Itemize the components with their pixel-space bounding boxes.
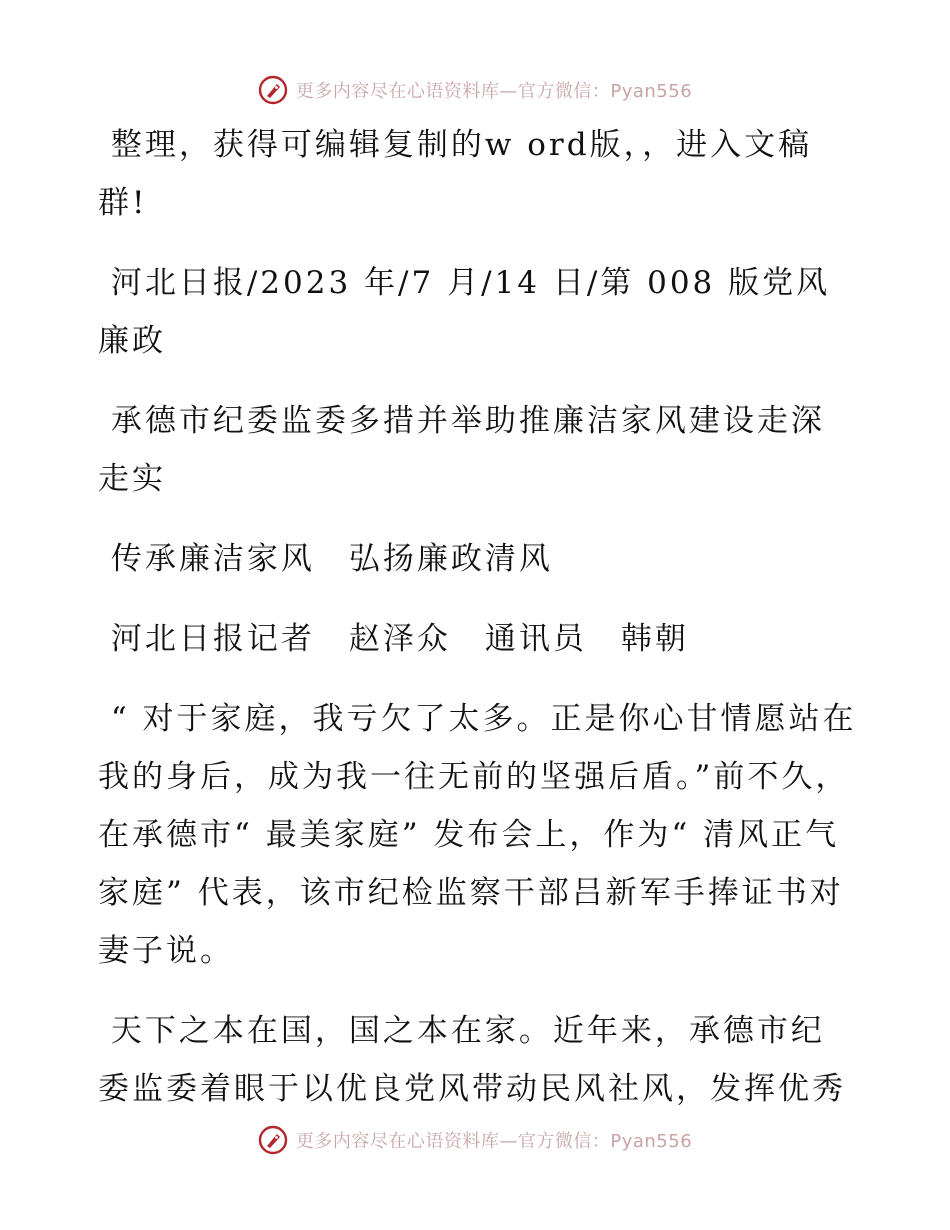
paragraph-body-2: 天下之本在国，国之本在家。近年来，承德市纪委监委着眼于以优良党风带动民风社风，发挥优秀	[98, 1013, 846, 1107]
header-watermark	[0, 70, 950, 110]
paragraph-source: 河北日报/2023 年/7 月/14 日/第 008 版党风廉政	[98, 265, 831, 359]
paragraph-byline: 河北日报记者 赵泽众 通讯员 韩朝	[98, 621, 689, 657]
document-body	[98, 116, 858, 1140]
footer-watermark	[0, 1120, 950, 1160]
pen-nib-logo-icon	[258, 1125, 288, 1155]
watermark-text: 更多内容尽在心语资料库—官方微信：Pyan556	[295, 81, 693, 102]
paragraph-subheadline: 传承廉洁家风 弘扬廉政清风	[98, 541, 553, 577]
pen-nib-logo-icon	[258, 75, 288, 105]
paragraph-body-1: “ 对于家庭，我亏欠了太多。正是你心甘情愿站在我的身后，成为我一往无前的坚强后盾。”前不久，在承德市“ 最美家庭” 发布会上，作为“ 清风正气家庭” 代表，该市纪检监察干部吕新军手捧证书对妻子说。	[98, 701, 857, 969]
watermark-text: 更多内容尽在心语资料库—官方微信：Pyan556	[295, 1131, 693, 1152]
paragraph-headline: 承德市纪委监委多措并举助推廉洁家风建设走深走实	[98, 403, 825, 497]
paragraph-intro: 整理，获得可编辑复制的w ord版，，进入文稿群!	[98, 127, 813, 221]
